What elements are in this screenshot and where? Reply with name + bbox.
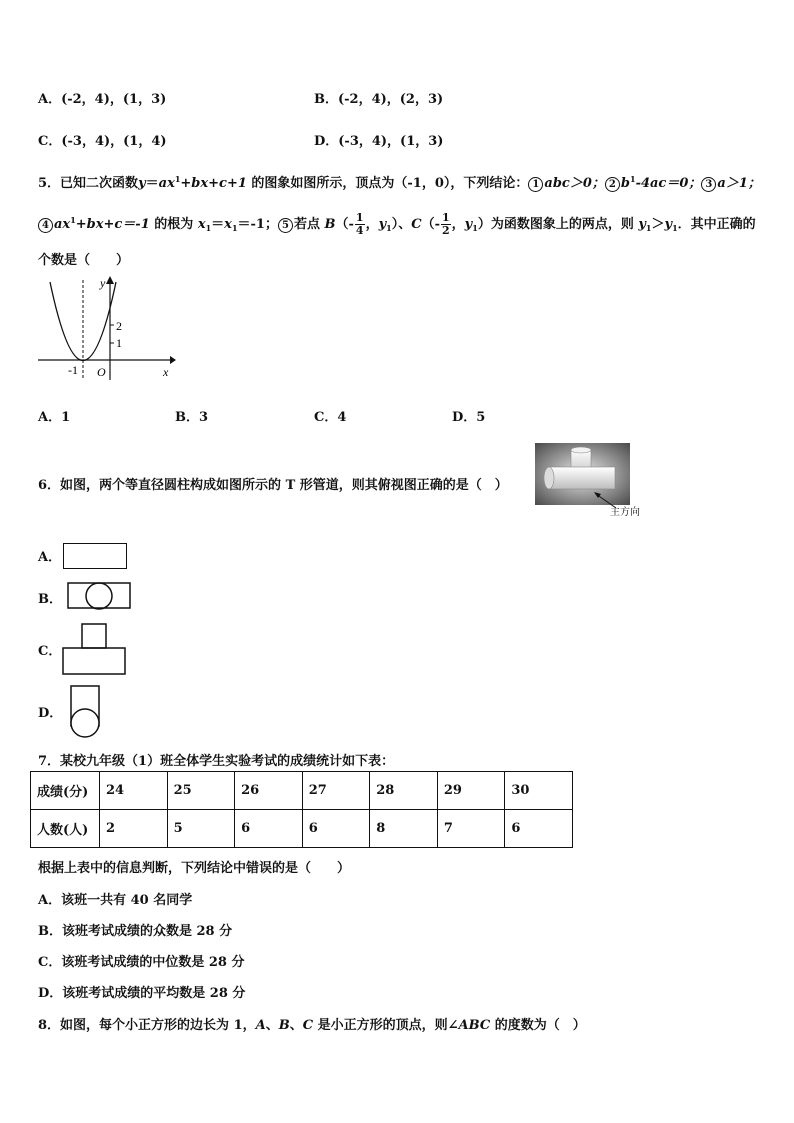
- q5-open-2: （-: [421, 217, 440, 232]
- q5-gt: ＞: [651, 217, 665, 232]
- q6-option-d-figure: [68, 684, 102, 740]
- q7-prompt: 根据上表中的信息判断，下列结论中错误的是（ ）: [38, 861, 351, 876]
- q7-option-a: A．该班一共有 40 名同学: [38, 893, 193, 908]
- q5-option-c: C．4: [314, 410, 347, 425]
- q5-number: 5．: [38, 176, 61, 191]
- table-cell: 28: [370, 772, 438, 810]
- vertical-pipe-end: [571, 447, 591, 453]
- q5-y2-sub: 1: [472, 223, 478, 233]
- circle-shape: [86, 583, 112, 609]
- q8-text: [38, 1014, 586, 1033]
- q5-claim-3: a＞1；: [717, 176, 761, 191]
- table-cell: 29: [437, 772, 505, 810]
- q5-option-d: D．5: [452, 410, 486, 425]
- q5-close-1: ）、: [391, 217, 412, 232]
- q5-option-a: A．1: [38, 410, 71, 425]
- x-axis-arrow-icon: [170, 356, 176, 364]
- q5-parabola-graph: [30, 272, 180, 384]
- q8-angle-abc: ABC: [458, 1018, 491, 1033]
- q5-claim-2-b: b: [620, 176, 630, 191]
- q5-claim-4-exp: 1: [70, 215, 76, 225]
- q5-open-1: （-: [335, 217, 354, 232]
- q5-func-rest: +bx+c+1: [180, 176, 247, 191]
- table-cell: 人数(人): [31, 810, 100, 848]
- table-cell: 30: [505, 772, 573, 810]
- q8-point-a: A: [255, 1018, 266, 1033]
- table-cell: 24: [100, 772, 168, 810]
- q6-option-c-label: C．: [38, 644, 62, 659]
- q8-sep-2: 、: [289, 1018, 303, 1033]
- q8-end: 的度数为（ ）: [490, 1018, 586, 1033]
- q6-option-a-label: A．: [38, 550, 62, 565]
- q8-sep-1: 、: [265, 1018, 279, 1033]
- table-cell: 8: [370, 810, 438, 848]
- q5-func-eq: ＝: [145, 176, 159, 191]
- q5-comma-2: ，: [451, 217, 465, 232]
- circled-number-icon: 5: [278, 218, 293, 233]
- circled-number-icon: 2: [605, 177, 620, 192]
- q7-option-c: C．该班考试成绩的中位数是 28 分: [38, 955, 245, 970]
- q5-claim-4-s2: 1: [231, 223, 238, 233]
- table-cell: 26: [235, 772, 303, 810]
- q6-option-d-label: D．: [38, 706, 63, 721]
- y-axis-arrow-icon: [106, 276, 114, 284]
- q5-intro: 已知二次函数: [60, 176, 139, 191]
- table-cell: 25: [167, 772, 235, 810]
- q6-text: 6．如图，两个等直径圆柱构成如图所示的 T 形管道，则其俯视图正确的是（ ）: [38, 478, 508, 493]
- q5-claim-4-ax: ax: [54, 217, 71, 232]
- q4-option-d: D．(-3，4)，(1，3): [314, 134, 444, 149]
- q8-mid: 是小正方形的顶点，则∠: [313, 1018, 459, 1033]
- q5-claim-2-exp: 1: [629, 174, 636, 184]
- circled-number-icon: 3: [701, 177, 716, 192]
- q6-option-b-figure: [66, 580, 132, 612]
- q7-text: 7．某校九年级（1）班全体学生实验考试的成绩统计如下表：: [38, 754, 395, 769]
- table-row: [31, 810, 573, 848]
- q4-option-c: C．(-3，4)，(1，4): [38, 134, 167, 149]
- q5-claim-1: abc＞0；: [544, 176, 605, 191]
- horizontal-pipe-end: [544, 467, 554, 489]
- x-axis-label: x: [163, 365, 169, 379]
- q5-y2: y: [464, 217, 473, 232]
- q5-line-3: 个数是（ ）: [38, 253, 130, 268]
- q5-y4-sub: 1: [672, 223, 678, 233]
- fraction-one-quarter: $\frac{1}{4}$: [355, 211, 364, 237]
- q5-y3: y: [638, 217, 646, 232]
- y-axis-label: y: [100, 276, 106, 290]
- q7-option-d: D．该班考试成绩的平均数是 28 分: [38, 986, 246, 1001]
- q5-claim-4-eq: ＝: [211, 217, 225, 232]
- q5-claim-4-mid: 的根为: [149, 217, 198, 232]
- photo-direction-label: 主方向: [610, 507, 640, 518]
- table-cell: 6: [235, 810, 303, 848]
- q5-claim-4-x1: x: [197, 217, 206, 232]
- score-table: [30, 771, 573, 848]
- circle-shape: [71, 709, 99, 737]
- tick-2-label: 2: [116, 319, 122, 333]
- q8-point-c: C: [302, 1018, 314, 1033]
- q5-y4: y: [664, 217, 673, 232]
- fraction-one-half: $\frac{1}{2}$: [442, 211, 450, 237]
- horizontal-pipe: [549, 467, 615, 489]
- q5-close-2: ）为函数图象上的两点，则: [477, 217, 639, 232]
- circled-number-icon: 1: [528, 177, 543, 192]
- q6-option-b-label: B．: [38, 592, 62, 607]
- circled-number-icon: 4: [38, 218, 53, 233]
- q5-claim-5-intro: 若点: [293, 217, 325, 232]
- tick-neg1-label: -1: [68, 363, 78, 377]
- q4-option-a: A．(-2，4)，(1，3): [38, 92, 167, 107]
- q5-claim-2-rest: -4ac＝0；: [635, 176, 702, 191]
- table-cell: 6: [302, 810, 370, 848]
- q5-y1-sub: 1: [386, 223, 392, 233]
- q5-claim-4-end: ＝-1；: [237, 217, 278, 232]
- rectangle-shape: [63, 648, 125, 674]
- q6-option-a-rectangle: [63, 543, 127, 569]
- q5-point-c: C: [411, 217, 422, 232]
- q5-func-lhs: y: [138, 176, 146, 191]
- q5-line-1: [38, 172, 761, 192]
- q5-comma-1: ，: [365, 217, 379, 232]
- q5-y3-sub: 1: [645, 223, 652, 233]
- q5-end: ．其中正确的: [677, 217, 756, 232]
- q5-func-a: ax: [158, 176, 175, 191]
- q5-option-b: B．3: [175, 410, 209, 425]
- q5-claim-4-rest: +bx+c＝-1: [75, 217, 150, 232]
- q5-y1: y: [378, 217, 387, 232]
- table-cell: 27: [302, 772, 370, 810]
- q7-option-b: B．该班考试成绩的众数是 28 分: [38, 924, 233, 939]
- table-cell: 成绩(分): [31, 772, 100, 810]
- q5-after-func: 的图象如图所示，顶点为（-1，0），下列结论：: [246, 176, 529, 191]
- table-cell: 5: [167, 810, 235, 848]
- rectangle-shape: [68, 583, 130, 608]
- q5-func-exp: 1: [174, 174, 181, 184]
- origin-label: O: [97, 365, 106, 379]
- q5-claim-4-x2: x: [224, 217, 232, 232]
- q5-line-2: [38, 203, 756, 245]
- tick-1-label: 1: [116, 336, 122, 350]
- table-cell: 7: [437, 810, 505, 848]
- q5-claim-4-s1: 1: [205, 223, 212, 233]
- q5-point-b: B: [324, 217, 336, 232]
- q6-option-c-figure: [61, 622, 129, 677]
- table-row: [31, 772, 573, 810]
- q8-intro: 8．如图，每个小正方形的边长为 1，: [38, 1018, 256, 1033]
- table-cell: 2: [100, 810, 168, 848]
- square-shape: [82, 624, 106, 648]
- q8-point-b: B: [278, 1018, 290, 1033]
- table-cell: 6: [505, 810, 573, 848]
- q4-option-b: B．(-2，4)，(2，3): [314, 92, 444, 107]
